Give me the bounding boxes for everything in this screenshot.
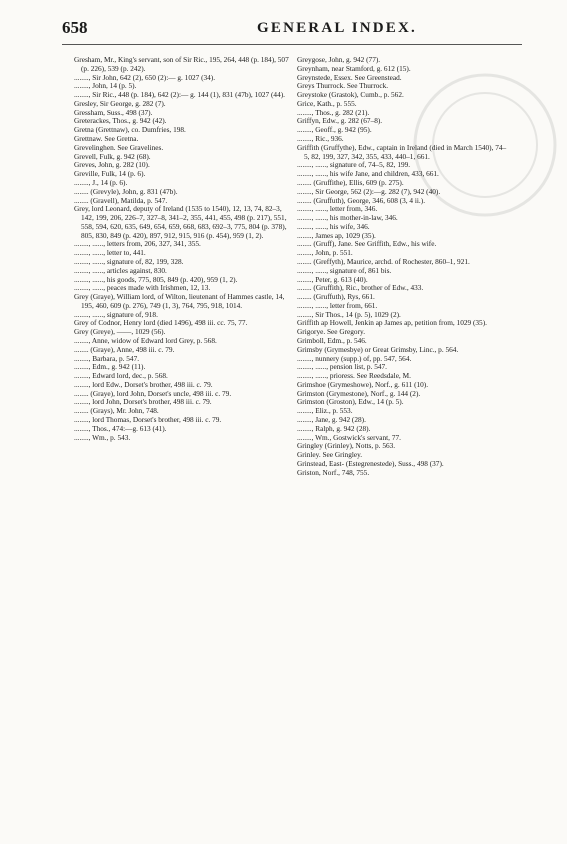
index-entry: ........, John, p. 551. (297, 248, 353, 258)
index-entry: ........, Ralph, g. 942 (28). (297, 423, 371, 433)
index-entry: Gringley (Grinley), Notts, p. 563. (297, 441, 396, 451)
index-entry: ........, Jane, g. 942 (28). (297, 415, 366, 425)
index-entry: ........, Geoff., g. 942 (95). (297, 125, 372, 135)
index-entry: ........, Sir Ric., 448 (p. 184), 642 (2):— g. 144 (1), 831 (47b), 1027 (44). (74, 90, 285, 100)
index-entry: Grimston (Grymestone), Norf., g. 144 (2). (297, 388, 421, 398)
index-entry: Grice, Kath., p. 555. (297, 98, 357, 108)
page-number: 658 (62, 18, 88, 37)
index-entry: ........ (Gruff), Jane. See Griffith, Edw., his wife. (297, 239, 437, 249)
index-entry: ........ (Gruffithe), Ellis, 609 (p. 275). (297, 177, 404, 187)
index-entry: ........, ......, signature of, 918. (74, 309, 158, 319)
index-entry: ........, lord Edw., Dorset's brother, 498 iii. c. 79. (74, 379, 213, 389)
index-entry: Greterackes, Thos., g. 942 (42). (74, 116, 167, 126)
index-entry: Griffyn, Edw., g. 282 (67–8). (297, 116, 383, 126)
index-entry: ........, ......, pension list, p. 547. (297, 362, 387, 372)
index-entry: Grigorye. See Gregory. (297, 327, 366, 337)
index-entry: ........, Sir John, 642 (2), 650 (2):— g. 1027 (34). (74, 72, 216, 82)
index-entry: Grey (Greye), ——, 1029 (56). (74, 327, 166, 337)
index-entry: Greynstede, Essex. See Greenstead. (297, 72, 402, 82)
index-entry: Grey of Codnor, Henry lord (died 1496), 498 iii. cc. 75, 77. (74, 318, 248, 328)
index-entry: Grimshoe (Grymeshowe), Norf., g. 611 (10). (297, 379, 429, 389)
index-entry: ........ (Gruffith), Ric., brother of Edw., 433. (297, 283, 424, 293)
index-entry: Grettnaw. See Gretna. (74, 134, 139, 144)
index-entry: ........, Sir Thos., 14 (p. 5), 1029 (2). (297, 309, 401, 319)
index-entry: Greygose, John, g. 942 (77). (297, 55, 381, 64)
index-entry: ........ (Grays), Mr. John, 748. (74, 406, 159, 416)
index-entry: Griffith ap Howell, Jenkin ap James ap, petition from, 1029 (35). (297, 318, 487, 328)
index-entry: Grevell, Fulk, g. 942 (68). (74, 151, 151, 161)
index-entry: Grey, lord Leonard, deputy of Ireland (1535 to 1540), 12, 13, 74, 82–3, 142, 199, 206, 226–7, 327–8, 341–2, 355, 441, 455, 498 (p. 217), 551, 558, 594, 620, 635, 649, 654, 659, 668, 683, 692–3, 775, 804 (p. 378), 805, 830, 849 (p. 420), 897, 912, 915, 916 (p. 454), 959 (1, 2). (74, 204, 287, 240)
index-entry: ........, ......, peaces made with Irishmen, 12, 13. (74, 283, 211, 293)
index-entry: ........, nunnery (supp.) of, pp. 547, 564. (297, 353, 412, 363)
index-entry: ........, lord John, Dorset's brother, 498 iii. c. 79. (74, 397, 212, 407)
index-entry: ........, ......, his wife, 346. (297, 221, 370, 231)
index-entry: ........, lord Thomas, Dorset's brother, 498 iii. c. 79. (74, 415, 222, 425)
index-entry: Grinley. See Gringley. (297, 450, 363, 460)
index-entry: Greystoke (Grastok), Cumb., p. 562. (297, 90, 404, 100)
index-entry: ........, John, 14 (p. 5). (74, 81, 137, 91)
index-entry: Greynham, near Stamford, g. 612 (15). (297, 63, 411, 73)
index-entry: ........ (Gruffuth), Rys, 661. (297, 292, 375, 302)
left-index-column (74, 56, 289, 442)
index-entry: ........ (Graye), Anne, 498 iii. c. 79. (74, 344, 175, 354)
index-entry: ........, Edm., g. 942 (11). (74, 362, 146, 372)
index-entry: Grimboll, Edm., p. 546. (297, 336, 367, 345)
index-entry: Gresley, Sir George, g. 282 (7). (74, 98, 166, 108)
index-entry: ........, ......, letter from, 346. (297, 204, 378, 214)
index-entry: ........, ......, letters from, 206, 327, 341, 355. (74, 239, 201, 249)
index-entry: ........, Wm., Gostwick's servant, 77. (297, 432, 401, 442)
header-rule (62, 44, 522, 45)
running-head: GENERAL INDEX. (257, 20, 417, 36)
index-entry: Griston, Norf., 748, 755. (297, 467, 370, 477)
index-entry: ........ (Gravell), Matilda, p. 547. (74, 195, 168, 205)
page-header (62, 18, 522, 44)
index-entry: ........, Peter, g. 613 (40). (297, 274, 368, 284)
right-index-column (297, 56, 509, 478)
index-entry: Greves, John, g. 282 (10). (74, 160, 150, 170)
index-entry: ........, Sir George, 562 (2):—g. 282 (7), 942 (40). (297, 186, 441, 196)
index-entry: Greville, Fulk, 14 (p. 6). (74, 169, 146, 179)
index-entry: ........ (Graye), lord John, Dorset's uncle, 498 iii. c. 79. (74, 388, 232, 398)
index-entry: ........, ......, his goods, 775, 805, 849 (p. 420), 959 (1, 2). (74, 274, 238, 284)
index-entry: ........, ......, articles against, 830. (74, 265, 167, 275)
index-entry: Gressham, Suss., 498 (37). (74, 107, 153, 117)
index-entry: Griffith (Gruffythe), Edw., captain in Ireland (died in March 1540), 74–5, 82, 199, 327, 342, 355, 433, 440–1, 661. (297, 142, 507, 161)
index-entry: ........, Anne, widow of Edward lord Grey, p. 568. (74, 336, 217, 345)
index-entry: Grimston (Groston), Edw., 14 (p. 5). (297, 397, 404, 407)
index-entry: ........, Edward lord, dec., p. 568. (74, 371, 168, 381)
index-entry: ........, Ric., 936. (297, 134, 344, 144)
index-entry: ........, Barbara, p. 547. (74, 353, 140, 363)
index-entry: ........, James ap, 1029 (35). (297, 230, 376, 240)
index-entry: ........ (Gruffuth), George, 346, 608 (3, 4 ii.). (297, 195, 426, 205)
index-entry: ........, ......, letter from, 661. (297, 300, 378, 310)
index-entry: ........, ......, signature of, 82, 199, 328. (74, 256, 184, 266)
index-entry: ........, ......, signature of, 861 bis. (297, 265, 392, 275)
index-entry: Gresham, Mr., King's servant, son of Sir Ric., 195, 264, 448 (p. 184), 507 (p. 226), 539 (p. 242). (74, 55, 289, 73)
index-entry: Grinstead, East- (Estegrenestede), Suss., 498 (37). (297, 458, 444, 468)
index-entry: Grimsby (Grymesbye) or Great Grimsby, Linc., p. 564. (297, 344, 459, 354)
index-entry: ........ (Grevyle), John, g. 831 (47b). (74, 186, 178, 196)
index-entry: Grevelinghen. See Gravelines. (74, 142, 164, 152)
index-entry: ........, ......, letter to, 441. (74, 248, 146, 258)
index-entry: ........, ......, his mother-in-law, 346. (297, 213, 398, 223)
index-entry: Greys Thurrock. See Thurrock. (297, 81, 389, 91)
index-entry: Gretna (Grettnaw), co. Dumfries, 198. (74, 125, 186, 135)
index-entry: ........, J., 14 (p. 6). (74, 177, 128, 187)
index-entry: ........, Thos., g. 282 (21). (297, 107, 370, 117)
index-entry: ........, ......, signature of, 74–5, 82, 199. (297, 160, 411, 170)
index-entry: ........, ......, prioress. See Reedsdale, M. (297, 371, 411, 381)
index-entry: ........, ......, his wife Jane, and children, 433, 661. (297, 169, 439, 179)
index-entry: ........ (Greffyth), Maurice, archd. of Rochester, 860–1, 921. (297, 256, 470, 266)
index-entry: ........, Eliz., p. 553. (297, 406, 353, 416)
index-entry: Grey (Graye), William lord, of Wilton, lieutenant of Hammes castle, 14, 195, 460, 609 (p. 276), 749 (1, 3), 764, 795, 918, 1014. (74, 292, 285, 310)
index-entry: ........, Thos., 474:—g. 613 (41). (74, 423, 167, 433)
index-entry: ........, Wm., p. 543. (74, 432, 131, 442)
